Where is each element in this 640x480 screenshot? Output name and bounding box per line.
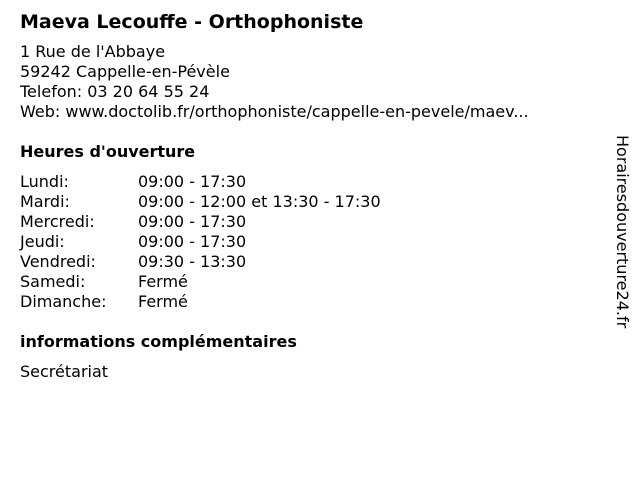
business-name: Maeva Lecouffe - Orthophoniste bbox=[20, 11, 364, 33]
address-line-1: 1 Rue de l'Abbaye bbox=[20, 42, 166, 61]
address-line-2: 59242 Cappelle-en-Pévèle bbox=[20, 62, 230, 81]
day-label: Vendredi: bbox=[20, 252, 96, 271]
hours-value: 09:30 - 13:30 bbox=[138, 252, 247, 271]
additional-info-text: Secrétariat bbox=[20, 362, 109, 381]
opening-hours-list bbox=[20, 172, 600, 312]
hours-row-mercredi bbox=[20, 212, 600, 232]
web-line: Web: www.doctolib.fr/orthophoniste/cappelle-en-pevele/maev... bbox=[20, 102, 529, 121]
hours-row-lundi bbox=[20, 172, 600, 192]
vertical-brand-text: Horairesdouverture24.fr bbox=[613, 135, 632, 329]
hours-value: 09:00 - 17:30 bbox=[138, 232, 247, 251]
hours-value: 09:00 - 17:30 bbox=[138, 212, 247, 231]
hours-value: 09:00 - 12:00 et 13:30 - 17:30 bbox=[138, 192, 381, 211]
day-label: Jeudi: bbox=[20, 232, 65, 251]
hours-value: Fermé bbox=[138, 292, 188, 311]
contact-block bbox=[20, 42, 600, 122]
hours-row-samedi bbox=[20, 272, 600, 292]
day-label: Lundi: bbox=[20, 172, 69, 191]
hours-value: Fermé bbox=[138, 272, 188, 291]
phone-line: Telefon: 03 20 64 55 24 bbox=[20, 82, 210, 101]
hours-row-mardi bbox=[20, 192, 600, 212]
additional-info-title: informations complémentaires bbox=[20, 332, 297, 351]
vertical-brand-watermark bbox=[611, 135, 633, 345]
day-label: Mardi: bbox=[20, 192, 70, 211]
day-label: Dimanche: bbox=[20, 292, 107, 311]
hours-value: 09:00 - 17:30 bbox=[138, 172, 247, 191]
hours-row-dimanche bbox=[20, 292, 600, 312]
day-label: Samedi: bbox=[20, 272, 86, 291]
day-label: Mercredi: bbox=[20, 212, 95, 231]
hours-row-jeudi bbox=[20, 232, 600, 252]
opening-hours-title: Heures d'ouverture bbox=[20, 142, 196, 161]
business-card bbox=[20, 10, 600, 382]
hours-row-vendredi bbox=[20, 252, 600, 272]
